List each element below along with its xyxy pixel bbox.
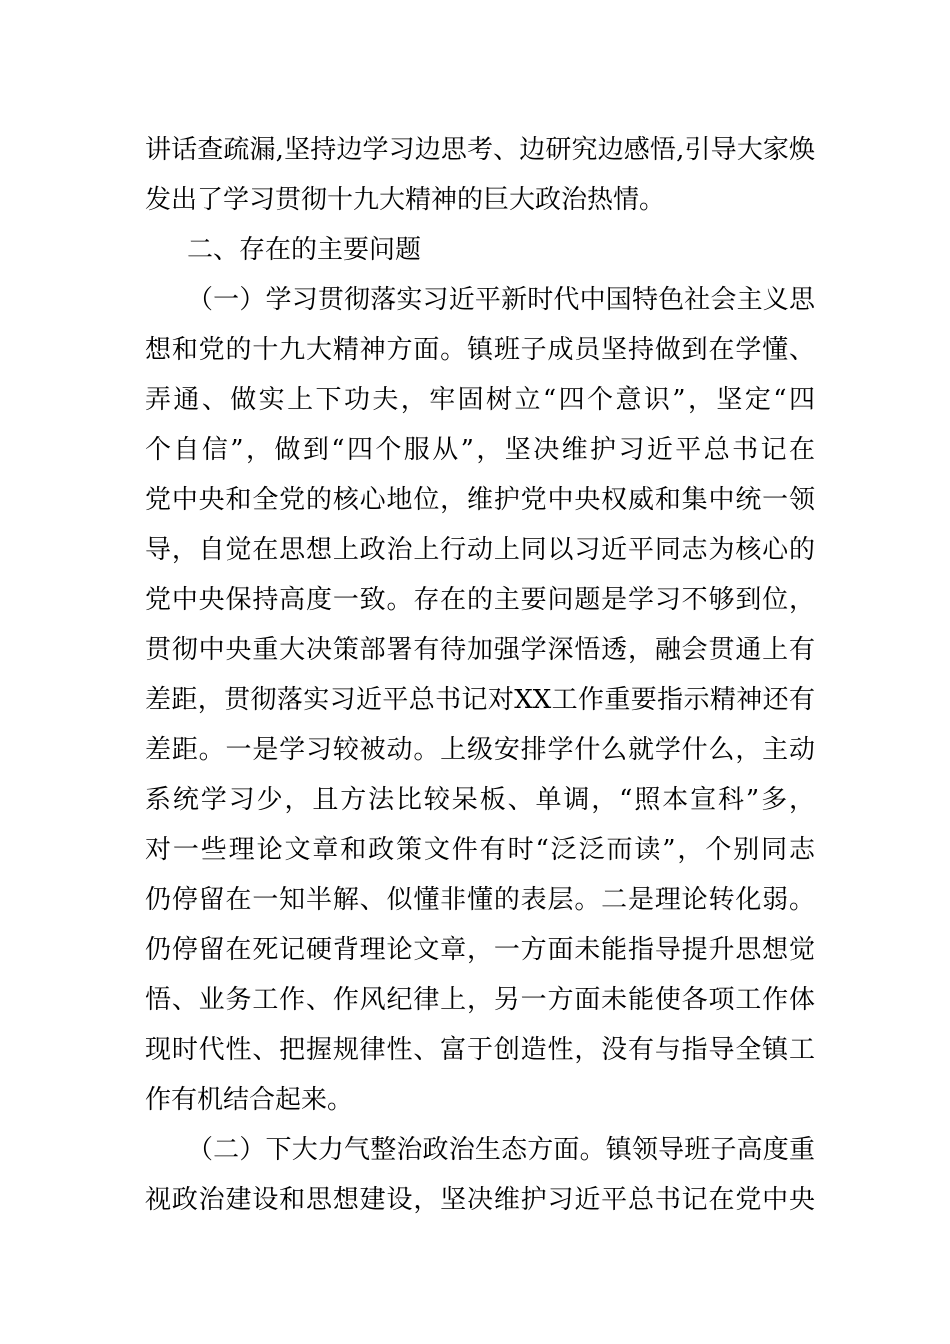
text-line: 系统学习少，且方法比较呆板、单调，“照本宣科”多， (145, 785, 815, 815)
text-line: 仍停留在一知半解、似懂非懂的表层。二是理论转化弱。 (145, 885, 815, 915)
text-line: 仍停留在死记硬背理论文章，一方面未能指导提升思想觉 (145, 935, 815, 965)
text-line: 党中央保持高度一致。存在的主要问题是学习不够到位， (145, 585, 815, 615)
text-line: 想和党的十九大精神方面。镇班子成员坚持做到在学懂、 (145, 335, 815, 365)
text-line: 党中央和全党的核心地位，维护党中央权威和集中统一领 (145, 485, 815, 515)
text-line: 导，自觉在思想上政治上行动上同以习近平同志为核心的 (145, 535, 815, 565)
text-line: 差距。一是学习较被动。上级安排学什么就学什么，主动 (145, 735, 815, 765)
text-line: 差距，贯彻落实习近平总书记对XX工作重要指示精神还有 (145, 685, 815, 715)
text-line: （二）下大力气整治政治生态方面。镇领导班子高度重 (187, 1135, 815, 1165)
text-line: 现时代性、把握规律性、富于创造性，没有与指导全镇工 (145, 1035, 815, 1065)
text-line: 作有机结合起来。 (145, 1085, 354, 1115)
text-line: （一）学习贯彻落实习近平新时代中国特色社会主义思 (187, 285, 815, 315)
text-line: 讲话查疏漏,坚持边学习边思考、边研究边感悟,引导大家焕 (145, 135, 815, 165)
section-heading: 二、存在的主要问题 (187, 235, 422, 265)
text-line: 弄通、做实上下功夫，牢固树立“四个意识”，坚定“四 (145, 385, 815, 415)
text-line: 对一些理论文章和政策文件有时“泛泛而读”，个别同志 (145, 835, 815, 865)
text-line: 视政治建设和思想建设，坚决维护习近平总书记在党中央 (145, 1185, 815, 1215)
text-line: 悟、业务工作、作风纪律上，另一方面未能使各项工作体 (145, 985, 815, 1015)
text-line: 个自信”，做到“四个服从”，坚决维护习近平总书记在 (145, 435, 815, 465)
text-line: 发出了学习贯彻十九大精神的巨大政治热情。 (145, 185, 666, 215)
text-line: 贯彻中央重大决策部署有待加强学深悟透，融会贯通上有 (145, 635, 815, 665)
